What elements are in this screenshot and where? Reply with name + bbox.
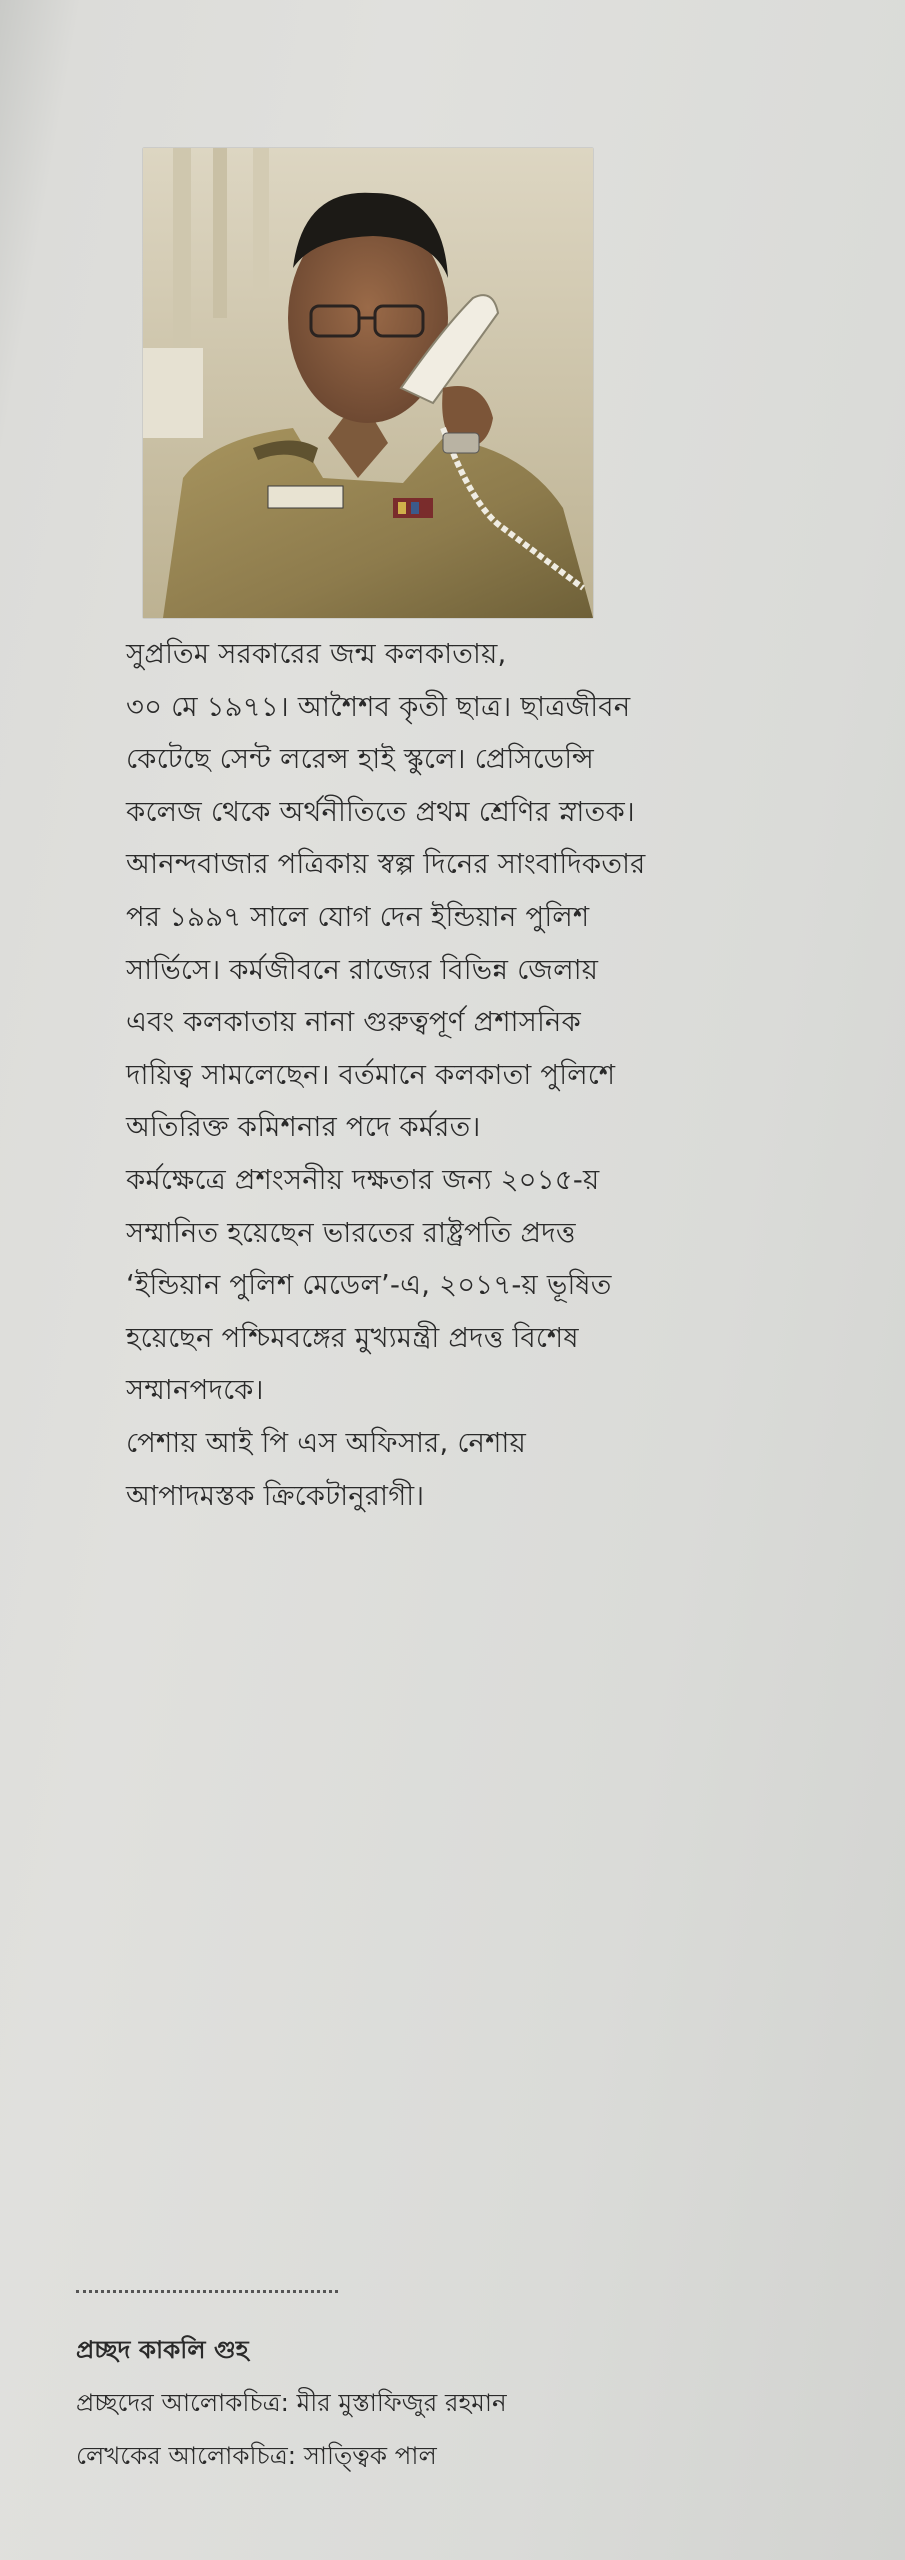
author-photo [143,148,593,618]
bio-paragraph: সুপ্রতিম সরকারের জন্ম কলকাতায়, ৩০ মে ১৯৭১। আশৈশব কৃতী ছাত্র। ছাত্রজীবন কেটেছে সেন্ট লরেন্স হাই স্কুলে। প্রেসিডেন্সি কলেজ থেকে অর্থনীতিতে প্রথম শ্রেণির স্নাতক। আনন্দবাজার পত্রিকায় স্বল্প দিনের সাংবাদিকতার পর ১৯৯৭ সালে যোগ দেন ইন্ডিয়ান পুলিশ সার্ভিসে। কর্মজীবনে রাজ্যের বিভিন্ন জেলায় এবং কলকাতায় নানা গুরুত্বপূর্ণ প্রশাসনিক দায়িত্ব সামলেছেন। বর্তমানে কলকাতা পুলিশে অতিরিক্ত কমিশনার পদে কর্মরত। [126,638,646,1144]
cover-designer-credit: প্রচ্ছদ কাকলি গুহ [76,2335,249,2364]
dotted-divider [76,2290,338,2293]
author-biography [126,628,826,1522]
cover-photo-credit: প্রচ্ছদের আলোকচিত্র: মীর মুস্তাফিজুর রহমান [76,2388,507,2417]
bio-paragraph: পেশায় আই পি এস অফিসার, নেশায় আপাদমস্তক ক্রিকেটানুরাগী। [126,1426,526,1512]
credits-block [76,2323,836,2482]
bio-paragraph: কর্মক্ষেত্রে প্রশংসনীয় দক্ষতার জন্য ২০১৫-য় সম্মানিত হয়েছেন ভারতের রাষ্ট্রপতি প্রদত্ত ‘ইন্ডিয়ান পুলিশ মেডেল’-এ, ২০১৭-য় ভূষিত হয়েছেন পশ্চিমবঙ্গের মুখ্যমন্ত্রী প্রদত্ত বিশেষ সম্মানপদকে। [126,1163,612,1407]
author-photo-credit: লেখকের আলোকচিত্র: সাত্ত্বিক পাল [76,2441,437,2470]
